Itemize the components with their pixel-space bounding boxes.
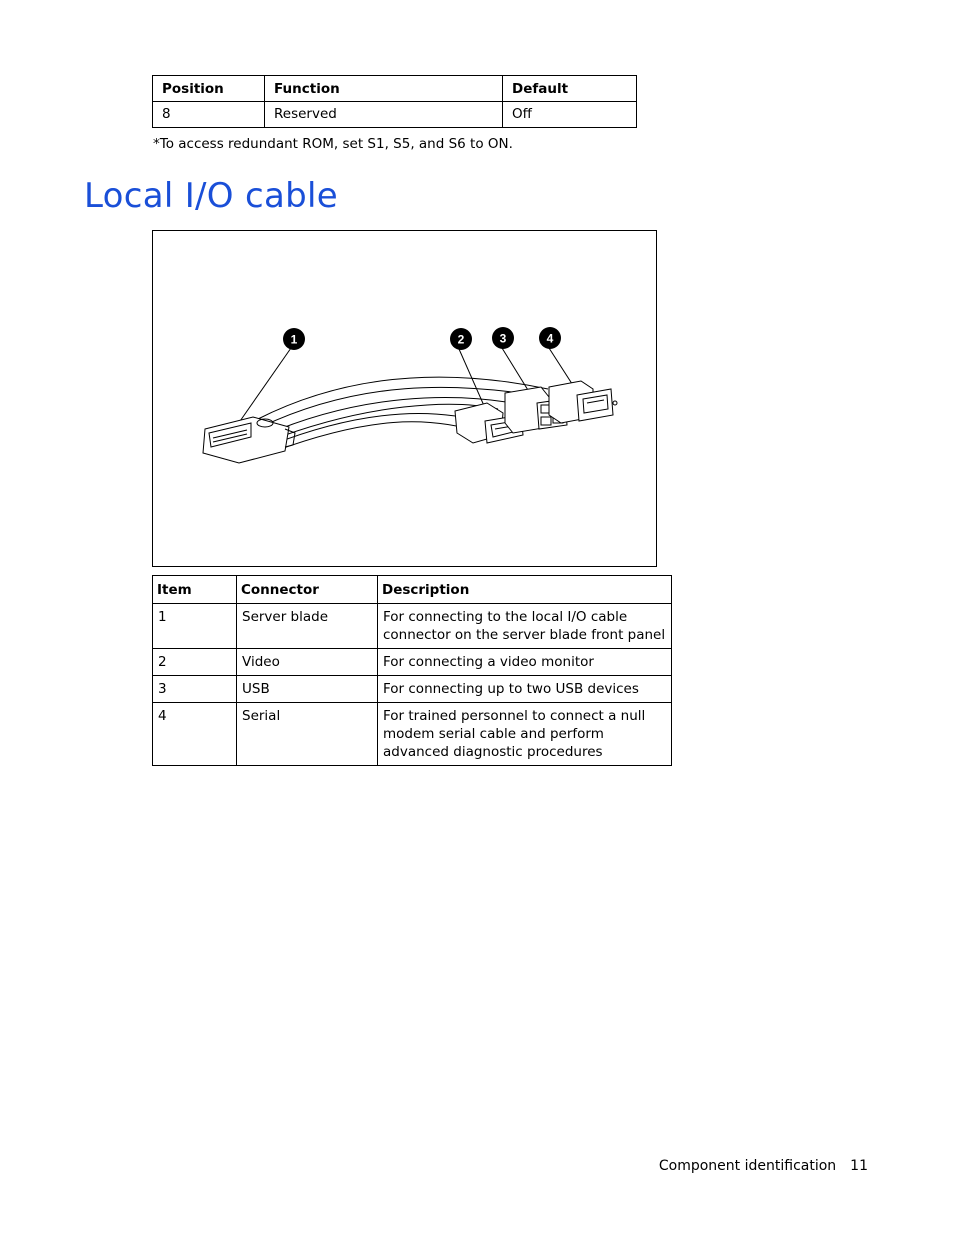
cell-item: 3 <box>153 676 237 703</box>
cell-connector: USB <box>237 676 378 703</box>
svg-text:2: 2 <box>457 332 465 347</box>
col-header-function: Function <box>265 76 503 102</box>
cell-description: For connecting a video monitor <box>378 649 672 676</box>
callout-2 <box>450 328 472 350</box>
table-row <box>153 676 672 703</box>
col-header-default: Default <box>503 76 637 102</box>
footer-section-name: Component identification <box>658 1158 837 1174</box>
config-table <box>152 75 637 128</box>
footnote: *To access redundant ROM, set S1, S5, and S6 to ON. <box>153 136 513 152</box>
table-header-row <box>153 76 637 102</box>
col-header-position: Position <box>153 76 265 102</box>
cell-description: For connecting to the local I/O cable connector on the server blade front panel <box>378 604 672 649</box>
cell-connector: Serial <box>237 703 378 766</box>
cable-illustration <box>153 231 658 568</box>
svg-text:3: 3 <box>499 331 507 346</box>
connector-table <box>152 575 672 766</box>
table-row <box>153 703 672 766</box>
col-header-item: Item <box>153 576 237 604</box>
svg-text:4: 4 <box>546 331 554 346</box>
cell-function: Reserved <box>265 102 503 128</box>
cable-figure <box>152 230 657 567</box>
cell-description: For trained personnel to connect a null modem serial cable and perform advanced diagnostic procedures <box>378 703 672 766</box>
col-header-connector: Connector <box>237 576 378 604</box>
callout-4 <box>539 327 561 349</box>
page-number: 11 <box>850 1158 868 1174</box>
table-row <box>153 604 672 649</box>
cell-connector: Video <box>237 649 378 676</box>
col-header-description: Description <box>378 576 672 604</box>
callout-1 <box>283 328 305 350</box>
page-footer <box>659 1158 868 1174</box>
table-row <box>153 649 672 676</box>
section-title: Local I/O cable <box>84 176 338 216</box>
cell-description: For connecting up to two USB devices <box>378 676 672 703</box>
cell-item: 4 <box>153 703 237 766</box>
cell-position: 8 <box>153 102 265 128</box>
table-row <box>153 102 637 128</box>
cell-item: 1 <box>153 604 237 649</box>
svg-text:1: 1 <box>290 332 298 347</box>
table-header-row <box>153 576 672 604</box>
cell-connector: Server blade <box>237 604 378 649</box>
callout-3 <box>492 327 514 349</box>
cell-default: Off <box>503 102 637 128</box>
cell-item: 2 <box>153 649 237 676</box>
